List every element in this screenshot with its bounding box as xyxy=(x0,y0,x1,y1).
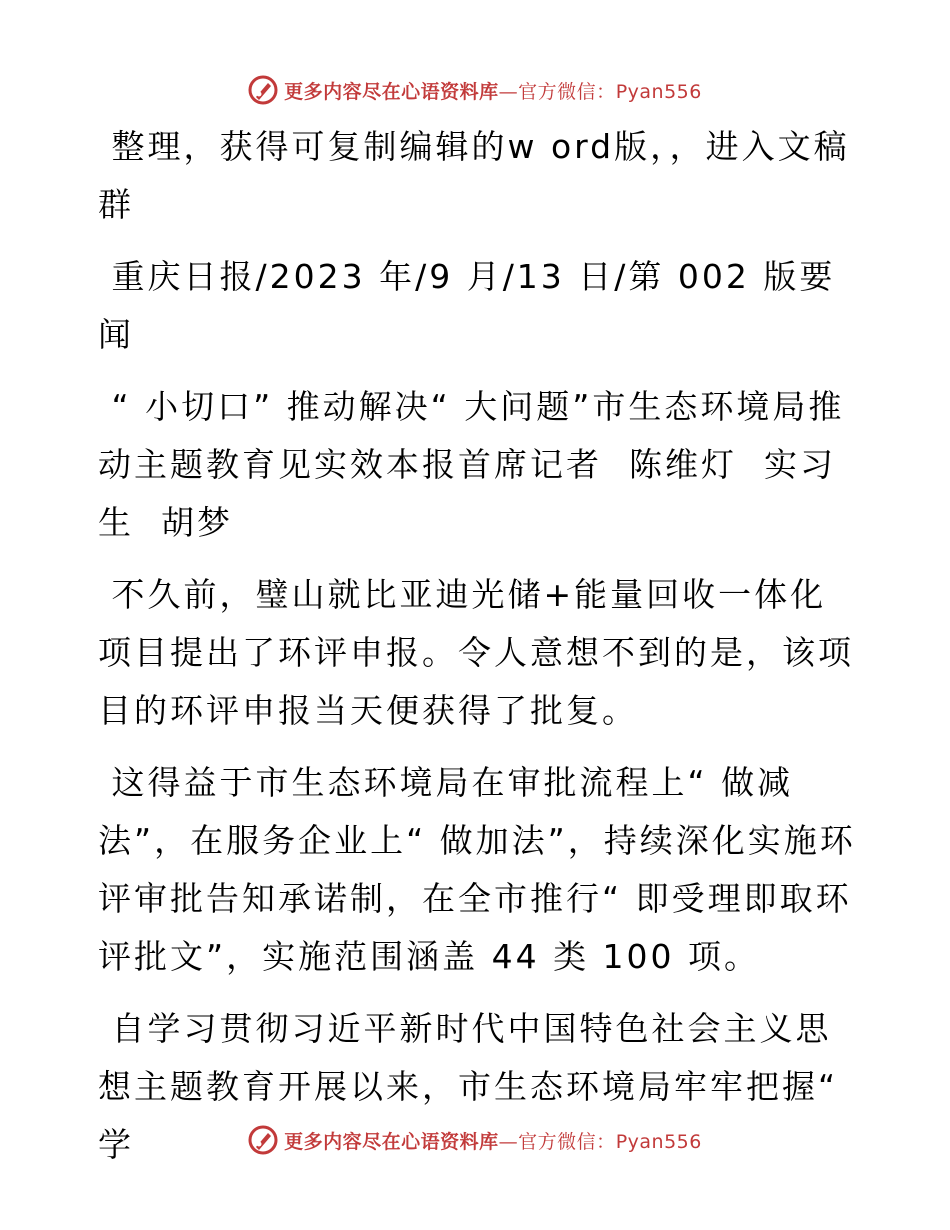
paragraph: 不久前，璧山就比亚迪光储+能量回收一体化项目提出了环评申报。令人意想不到的是，该项目的环评申报当天便获得了批复。 xyxy=(98,575,854,730)
header-banner xyxy=(0,70,950,110)
banner-wechat-label: 官方微信： xyxy=(518,80,616,103)
paragraph: 这得益于市生态环境局在审批流程上“ 做减法”，在服务企业上“ 做加法”，持续深化实施环评审批告知承诺制，在全市推行“ 即受理即取环评批文”，实施范围涵盖 44 类 100 项。 xyxy=(98,763,856,976)
banner-text xyxy=(284,77,702,104)
paragraph: 重庆日报/2023 年/9 月/13 日/第 002 版要闻 xyxy=(98,257,836,354)
document-body xyxy=(98,118,858,1188)
banner-text xyxy=(284,1127,702,1154)
banner-separator: — xyxy=(498,1130,519,1153)
banner-separator: — xyxy=(498,80,519,103)
banner-brand: 更多内容尽在心语资料库 xyxy=(284,1130,499,1153)
pen-logo-icon xyxy=(248,1125,278,1155)
paragraph: 整理，获得可复制编辑的w ord版，，进入文稿群 xyxy=(98,127,850,224)
paragraph: “ 小切口” 推动解决“ 大问题”市生态环境局推动主题教育见实效本报首席记者 陈维灯 实习生 胡梦 xyxy=(98,387,845,542)
banner-wechat-id: Pyan556 xyxy=(615,80,702,103)
paragraph: 自学习贯彻习近平新时代中国特色社会主义思想主题教育开展以来，市生态环境局牢牢把握“ 学 xyxy=(98,1009,852,1164)
banner-wechat-id: Pyan556 xyxy=(615,1130,702,1153)
pen-logo-icon xyxy=(248,75,278,105)
footer-banner xyxy=(0,1120,950,1160)
banner-wechat-label: 官方微信： xyxy=(518,1130,616,1153)
banner-brand: 更多内容尽在心语资料库 xyxy=(284,80,499,103)
